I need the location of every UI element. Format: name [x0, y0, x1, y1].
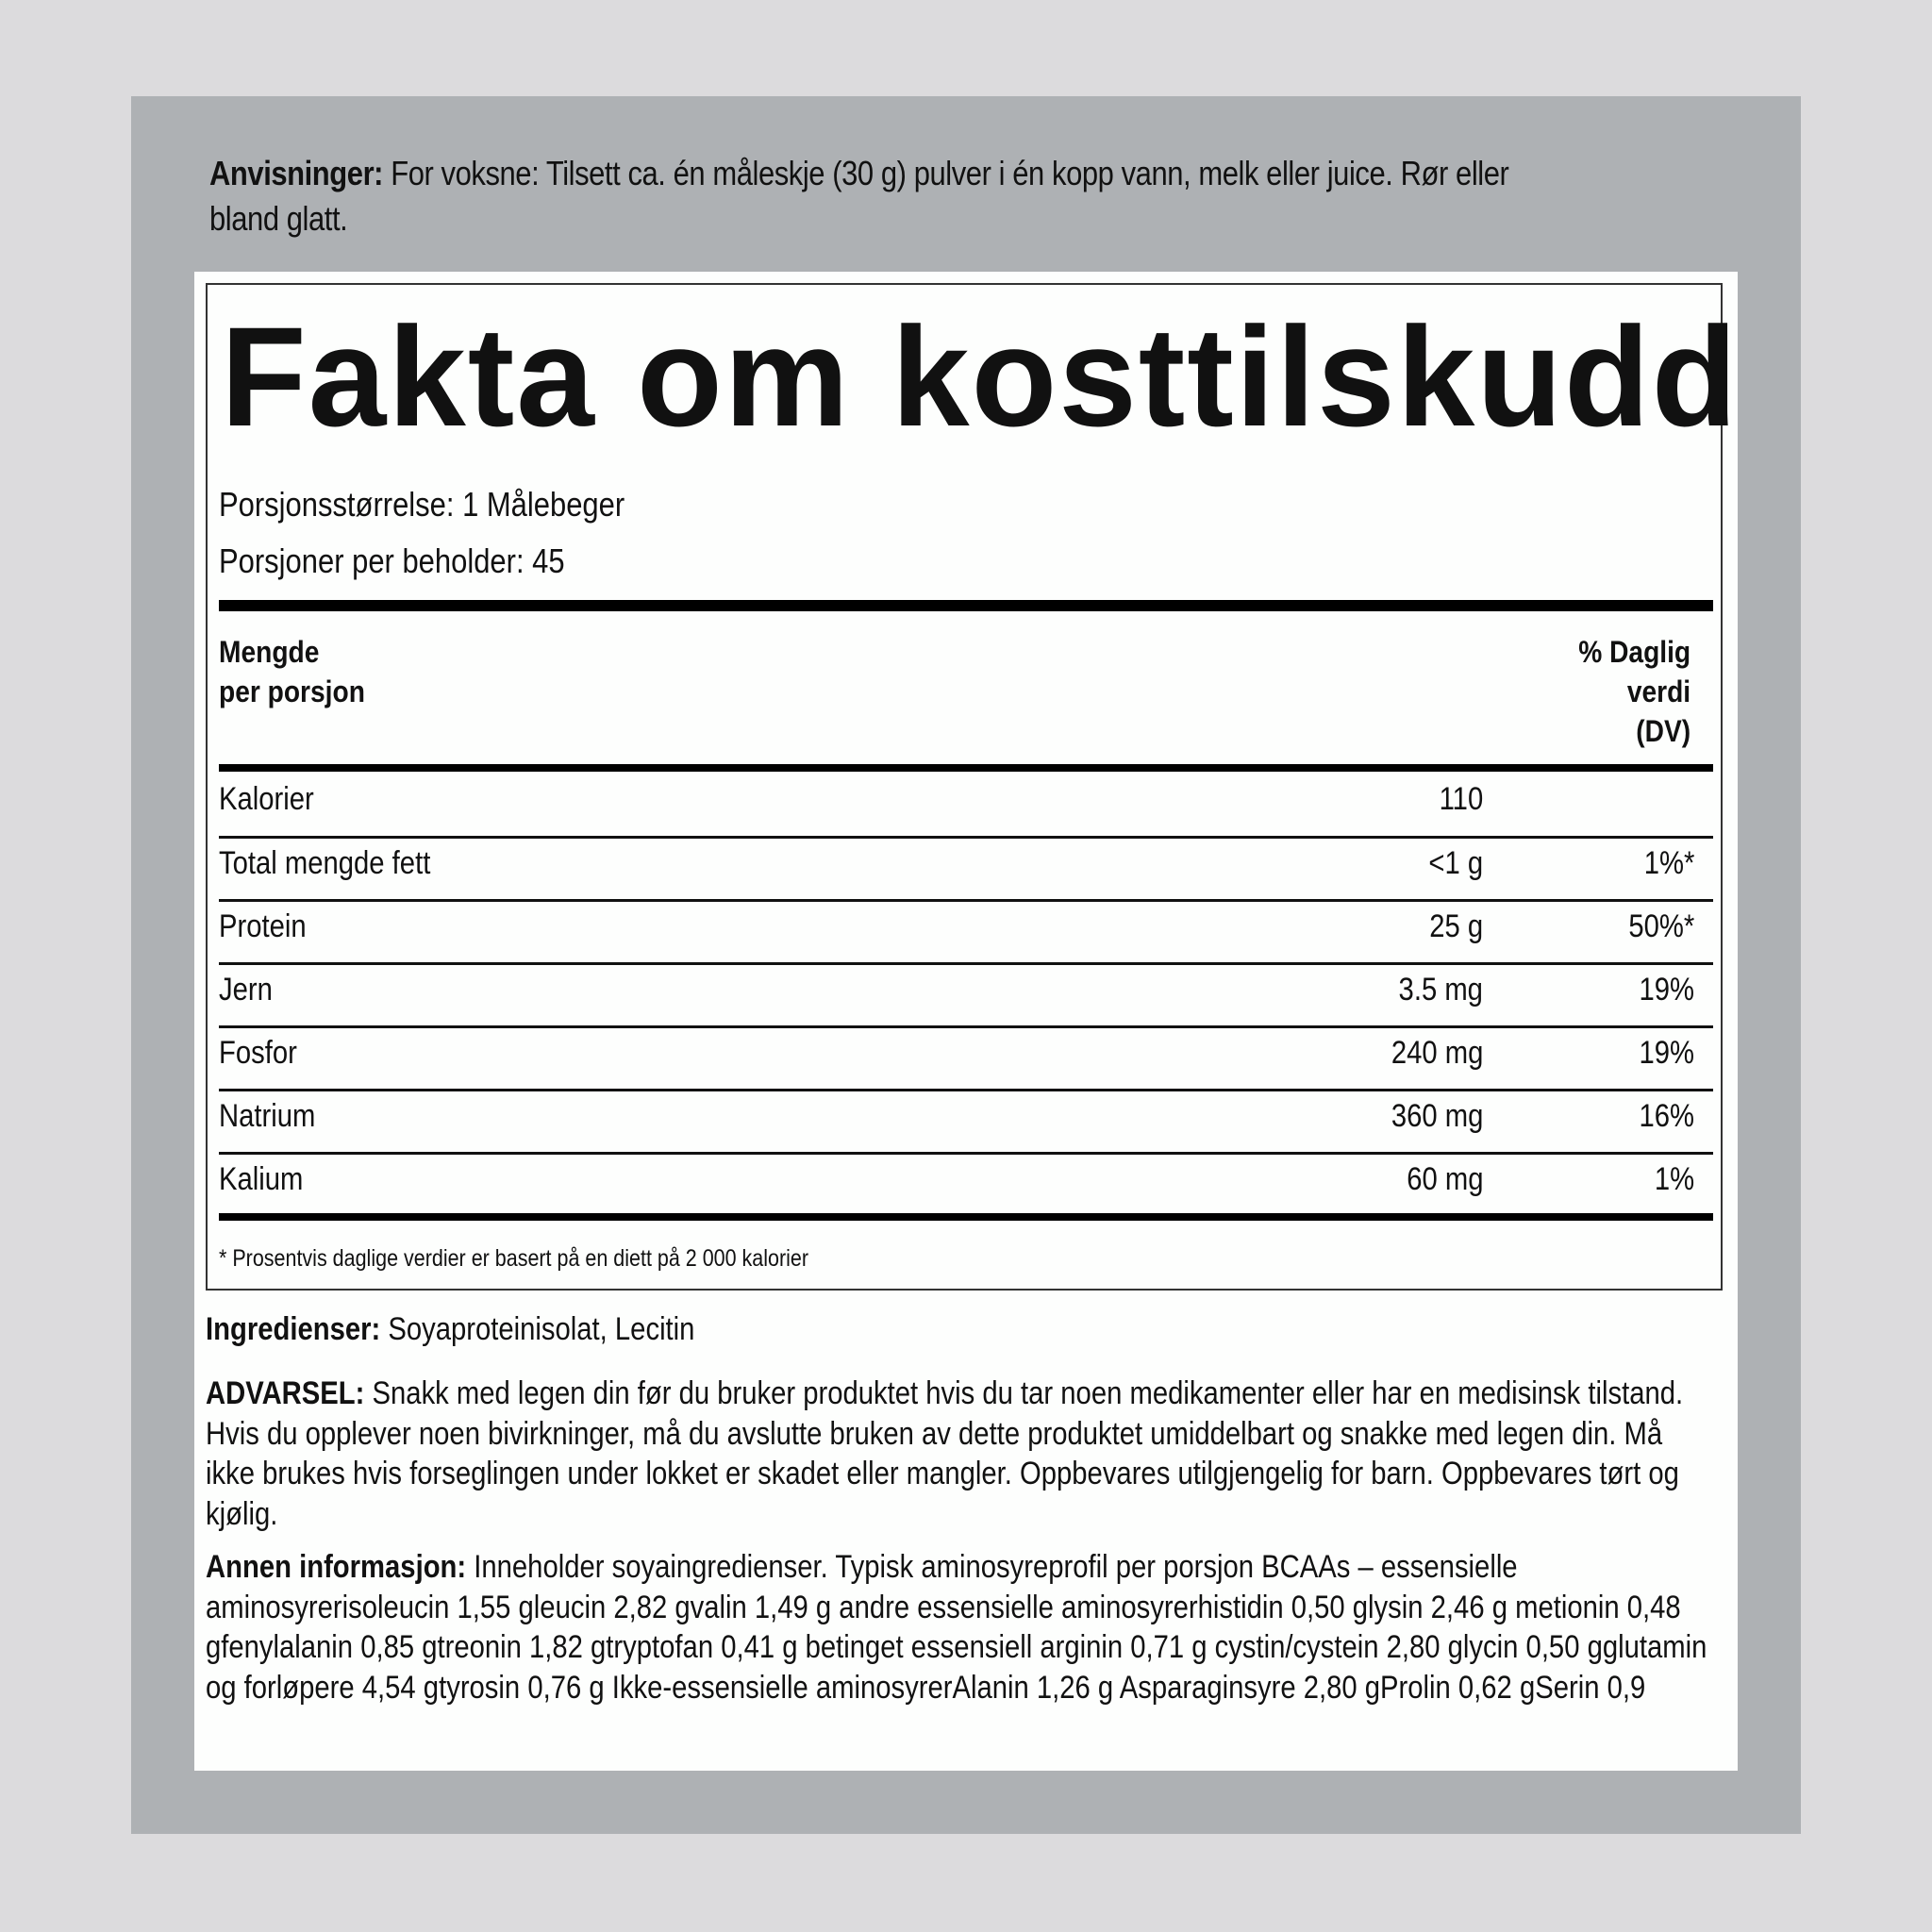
nutrient-row: Kalium 60 mg 1%: [219, 1161, 1694, 1197]
daily-value-header: % Daglig verdi (DV): [1578, 635, 1690, 748]
nutrient-row: Protein 25 g 50%*: [219, 908, 1694, 944]
ingredients-body: Soyaproteinisolat, Lecitin: [380, 1311, 695, 1347]
nutrient-row: Total mengde fett <1 g 1%*: [219, 845, 1694, 881]
supplement-facts-box: [206, 283, 1740, 1291]
warning-label: ADVARSEL:: [206, 1375, 365, 1411]
directions-text: [209, 151, 1540, 242]
bottom-divider: [219, 1213, 1713, 1221]
ingredients-label: Ingredienser:: [206, 1311, 381, 1347]
warning-text: [206, 1374, 1715, 1534]
nutrient-row: Fosfor 240 mg 19%: [219, 1035, 1694, 1071]
nutrient-row: Jern 3.5 mg 19%: [219, 972, 1694, 1008]
amount-per-serving-header: Mengde per porsjon: [219, 635, 365, 708]
other-info-text: [206, 1547, 1715, 1707]
supplement-label: [194, 272, 1738, 1771]
directions-label: Anvisninger:: [209, 154, 384, 192]
thick-divider: [219, 600, 1713, 611]
serving-size: Porsjonsstørrelse: 1 Målebeger: [219, 485, 625, 524]
ingredients-text: [206, 1309, 1715, 1350]
dv-footnote: * Prosentvis daglige verdier er basert på en diett på 2 000 kalorier: [219, 1245, 809, 1272]
header-divider: [219, 764, 1713, 772]
warning-body: Snakk med legen din før du bruker produktet hvis du tar noen medikamenter eller har en medisinsk tilstand. Hvis du opplever noen bivirkninger, må du avslutte bruken av dette produktet umiddelbart og snakke med legen din. Må ikke brukes hvis forseglingen under lokket er skadet eller mangler. Oppbevares utilgjengelig for barn. Oppbevares tørt og kjølig.: [206, 1375, 1684, 1532]
nutrient-row: Kalorier 110: [219, 781, 1483, 817]
other-info-body: Inneholder soyaingredienser. Typisk aminosyreprofil per porsjon BCAAs – essensielle aminosyrerisoleucin 1,55 gleucin 2,82 gvalin 1,49 g andre essensielle aminosyrerhistidin 0,50 glysin 2,46 g metionin 0,48 gfenylalanin 0,85 gtreonin 1,82 gtryptofan 0,41 g betinget essensiell arginin 0,71 g cystin/cystein 2,80 glycin 0,50 gglutamin og forløpere 4,54 gtyrosin 0,76 g Ikke-essensielle aminosyrerAlanin 1,26 g Asparaginsyre 2,80 gProlin 0,62 gSerin 0,9: [206, 1549, 1707, 1706]
nutrient-row: Natrium 360 mg 16%: [219, 1098, 1694, 1134]
directions-body: For voksne: Tilsett ca. én måleskje (30 g) pulver i én kopp vann, melk eller juice. Rør eller bland glatt.: [209, 154, 1509, 238]
other-info-label: Annen informasjon:: [206, 1549, 467, 1585]
servings-per-container: Porsjoner per beholder: 45: [219, 541, 565, 580]
facts-title: Fakta om kosttilskudd: [221, 297, 1740, 456]
